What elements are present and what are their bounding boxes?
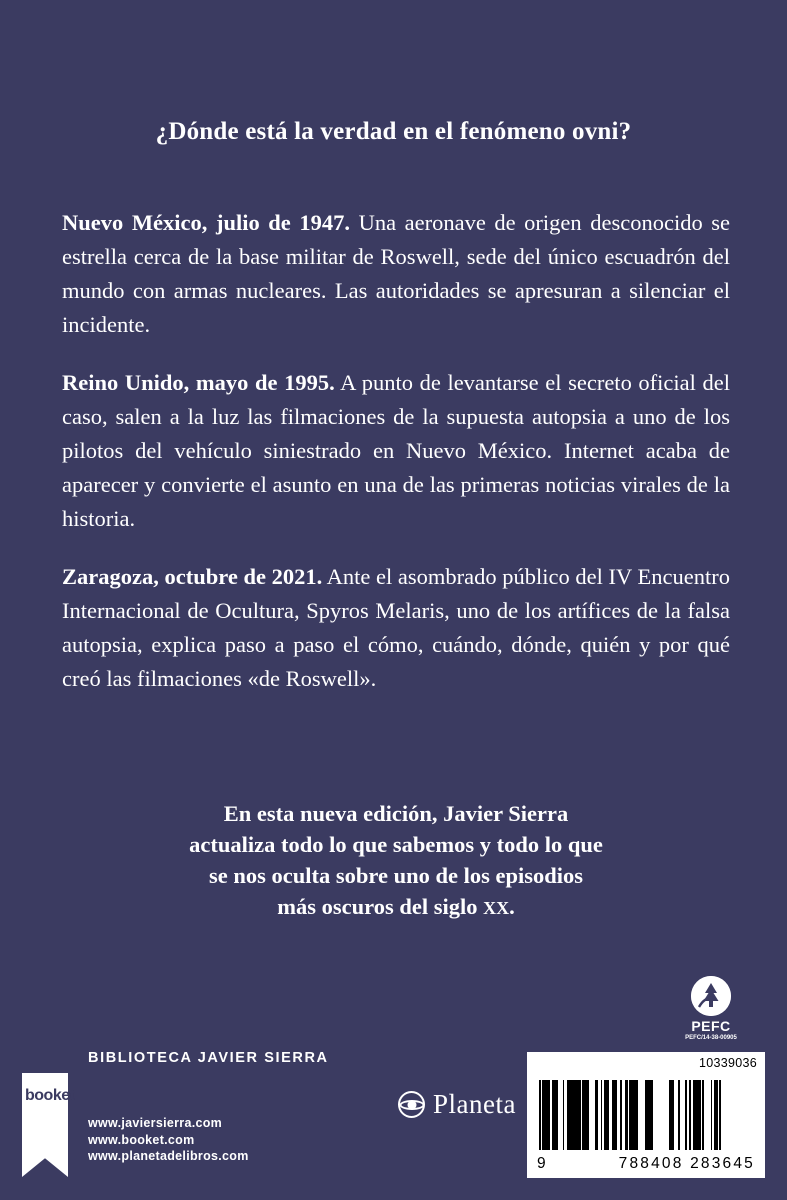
paragraph-body: A punto de levantarse el secreto oficial del caso, salen a la luz las filmaciones de la supuesta autopsia a uno de los pilotos del vehículo siniestrado en Nuevo México. Internet acaba de aparecer y convierte el asunto en una de las primeras noticias virales de la historia. [62,370,730,531]
paragraph-body: Ante el asombrado público del IV Encuentro Internacional de Ocultura, Spyros Melaris, uno de los artífices de la falsa autopsia, explica paso a paso el cómo, cuándo, dónde, quién y por qué creó las filmaciones «de Roswell». [62,564,730,691]
booket-wordmark: booket [25,1087,75,1104]
paragraph-lead: Nuevo México, julio de 1947. [62,210,350,235]
paragraph-reino-unido [62,366,730,536]
publisher-name: Planeta [433,1089,516,1119]
pefc-label: PEFC [691,1018,731,1034]
page-title: ¿Dónde está la verdad en el fenómeno ovni? [155,118,632,145]
closing-line-4 [62,891,730,924]
pefc-tree-icon [691,976,731,1016]
pefc-certification [683,976,739,1041]
barcode-panel [527,1052,765,1178]
planet-globe-icon [398,1091,425,1118]
url-javiersierra[interactable]: www.javiersierra.com [88,1116,223,1130]
blurb-text [62,206,730,696]
closing-century-smallcaps: XX [483,898,510,918]
closing-statement [62,798,730,924]
closing-line-1: En esta nueva edición, Javier Sierra [223,801,569,826]
url-booket[interactable]: www.booket.com [88,1132,195,1147]
barcode-digit-main: 788408 283645 [618,1155,755,1172]
paragraph-lead: Zaragoza, octubre de 2021. [62,564,323,589]
closing-line-3: se nos oculta sobre uno de los episodios [208,863,584,888]
closing-line-4-pre: más oscuros del siglo [277,894,484,919]
barcode-digit-prefix: 9 [537,1155,548,1172]
paragraph-zaragoza [62,560,730,696]
paragraph-roswell [62,206,730,342]
barcode-top-number: 10339036 [698,1056,757,1070]
website-list [88,1115,249,1165]
closing-line-2: actualiza todo lo que sabemos y todo lo que [189,832,603,857]
booket-logo [22,1073,75,1177]
barcode-digits [537,1155,755,1173]
paragraph-body: Una aeronave de origen desconocido se estrella cerca de la base militar de Roswell, sede del único escuadrón del mundo con armas nucleares. Las autoridades se apresuran a silenciar el incidente. [62,210,731,337]
collection-name: BIBLIOTECA JAVIER SIERRA [88,1050,329,1066]
paragraph-lead: Reino Unido, mayo de 1995. [62,370,335,395]
publisher-logo [398,1089,516,1120]
pefc-code: PEFC/14-38-00905 [685,1035,737,1041]
barcode-bars [539,1080,753,1150]
url-planetadelibros[interactable]: www.planetadelibros.com [88,1149,249,1163]
closing-line-4-post: . [509,894,515,919]
